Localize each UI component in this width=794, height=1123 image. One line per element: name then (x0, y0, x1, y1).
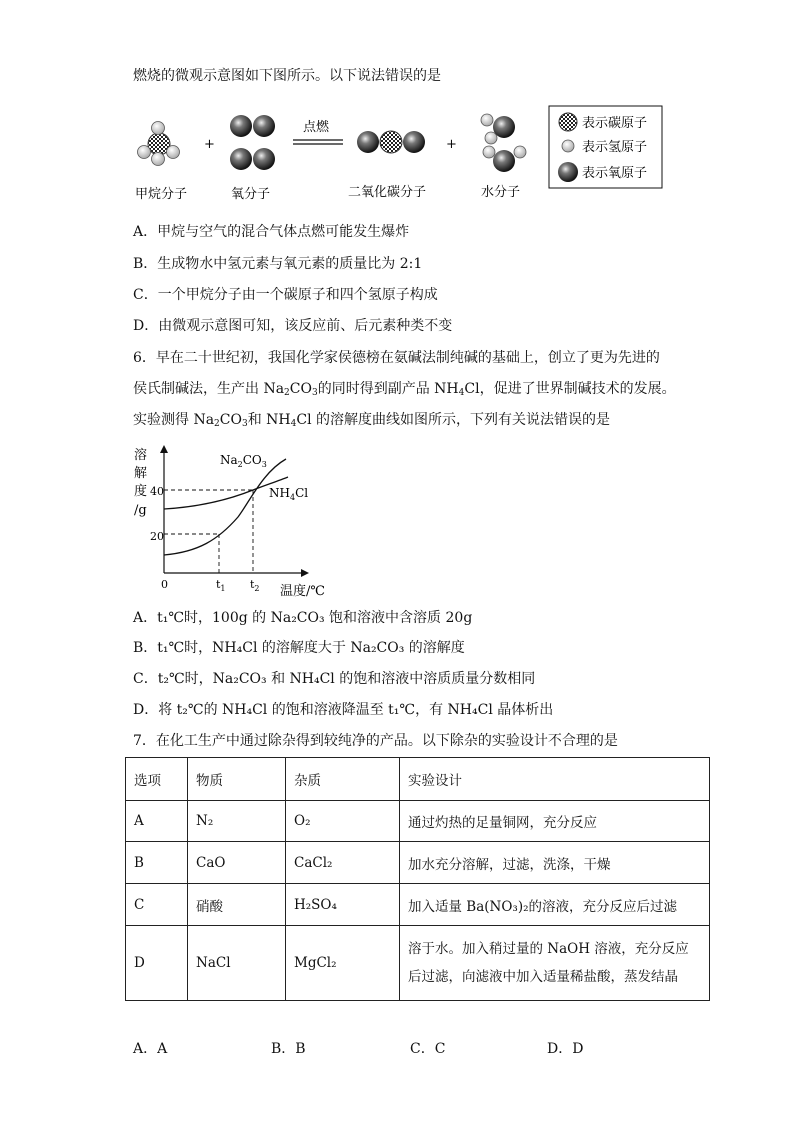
chart-ylabel-4: /g (134, 503, 147, 518)
chart-ylabel-1: 溶 (134, 448, 148, 463)
solubility-chart (128, 445, 348, 600)
answer-c[interactable]: C．C (410, 1041, 446, 1057)
condition-label: 点燃 (303, 120, 330, 135)
header-design: 实验设计 (400, 758, 710, 801)
table-cell: 通过灼热的足量铜网，充分反应 (400, 801, 710, 842)
q6-line2: 侯氏制碱法，生产出 $Na_2CO_3$的同时得到副产品 $NH_4Cl$，促进了世界制碱技术的发展。 (133, 381, 676, 398)
chart-ylabel-3: 度 (134, 484, 148, 499)
purification-table (125, 757, 710, 1001)
q6-option-c: C．t₂℃时，Na₂CO₃ 和 NH₄Cl 的饱和溶液中溶质质量分数相同 (133, 671, 536, 687)
q6-option-a: A．t₁℃时，100g 的 Na₂CO₃ 饱和溶液中含溶质 20g (133, 610, 473, 626)
table-cell: 加入适量 Ba(NO₃)₂的溶液，充分反应后过滤 (400, 884, 710, 926)
reaction-diagram (125, 100, 705, 205)
table-cell: CaO (188, 842, 286, 884)
q6-line1: 6．早在二十世纪初，我国化学家侯德榜在氨碱法制纯碱的基础上，创立了更为先进的 (133, 350, 660, 366)
table-cell: 溶于水。加入稍过量的 NaOH 溶液，充分反应后过滤，向滤液中加入适量稀盐酸，蒸发结晶 (400, 926, 710, 1001)
table-row (126, 884, 710, 926)
co2-label: 二氧化碳分子 (348, 185, 427, 200)
methane-label: 甲烷分子 (135, 187, 188, 202)
table-cell: MgCl₂ (286, 926, 400, 1001)
table-cell: 加水充分溶解，过滤，洗涤，干燥 (400, 842, 710, 884)
water-label: 水分子 (481, 185, 521, 200)
answer-d[interactable]: D．D (547, 1041, 584, 1057)
legend-hydrogen: 表示氢原子 (582, 140, 648, 155)
chart-ylabel-2: 解 (134, 466, 148, 481)
table-cell: NaCl (188, 926, 286, 1001)
tick-20: 20 (150, 530, 164, 543)
answer-b[interactable]: B．B (271, 1041, 306, 1057)
q5-option-d: D．由微观示意图可知，该反应前、后元素种类不变 (133, 318, 453, 334)
q6-option-d: D．将 t₂℃的 NH₄Cl 的饱和溶液降温至 t₁℃，有 NH₄Cl 晶体析出 (133, 702, 554, 718)
table-cell: C (126, 884, 188, 926)
table-cell: O₂ (286, 801, 400, 842)
header-option: 选项 (126, 758, 188, 801)
oxygen-molecule-icon (230, 115, 275, 170)
series-na2co3-label: $Na_2CO_3$ (220, 453, 267, 469)
tick-origin: 0 (161, 578, 168, 591)
q7-stem: 7．在化工生产中通过除杂得到较纯净的产品。以下除杂的实验设计不合理的是 (133, 733, 618, 749)
legend-oxygen: 表示氧原子 (582, 166, 648, 181)
table-cell: 硝酸 (188, 884, 286, 926)
q5-option-b: B．生成物水中氢元素与氧元素的质量比为 2:1 (133, 256, 423, 272)
methane-molecule-icon (138, 122, 180, 166)
table-cell: N₂ (188, 801, 286, 842)
table-cell: H₂SO₄ (286, 884, 400, 926)
q6-option-b: B．t₁℃时，NH₄Cl 的溶解度大于 Na₂CO₃ 的溶解度 (133, 640, 465, 656)
q6-line3: 实验测得 $Na_2CO_3$和 $NH_4Cl$ 的溶解度曲线如图所示，下列有关说法错误的是 (133, 412, 611, 429)
table-header-row (126, 758, 710, 801)
table-row (126, 926, 710, 1001)
header-substance: 物质 (188, 758, 286, 801)
tick-40: 40 (150, 485, 164, 498)
header-impurity: 杂质 (286, 758, 400, 801)
q5-option-a: A．甲烷与空气的混合气体点燃可能发生爆炸 (133, 224, 410, 240)
plus-sign: + (204, 137, 215, 152)
oxygen-label: 氧分子 (231, 187, 271, 202)
water-molecule-icon (481, 114, 526, 172)
series-nh4cl-label: $NH_4Cl$ (269, 486, 309, 502)
answer-a[interactable]: A．A (133, 1041, 168, 1057)
legend-carbon: 表示碳原子 (582, 116, 648, 131)
tick-t2: $t_2$ (250, 578, 260, 593)
table-cell: B (126, 842, 188, 884)
table-cell: D (126, 926, 188, 1001)
q5-option-c: C．一个甲烷分子由一个碳原子和四个氢原子构成 (133, 287, 438, 303)
table-row (126, 842, 710, 884)
atom-legend (549, 106, 662, 188)
table-cell: CaCl₂ (286, 842, 400, 884)
plus-sign: + (446, 137, 457, 152)
tick-t1: $t_1$ (216, 578, 226, 593)
co2-molecule-icon (357, 131, 425, 153)
chart-xlabel: 温度/℃ (280, 584, 325, 599)
q5-stem: 燃烧的微观示意图如下图所示。以下说法错误的是 (133, 68, 441, 84)
table-row (126, 801, 710, 842)
table-cell: A (126, 801, 188, 842)
